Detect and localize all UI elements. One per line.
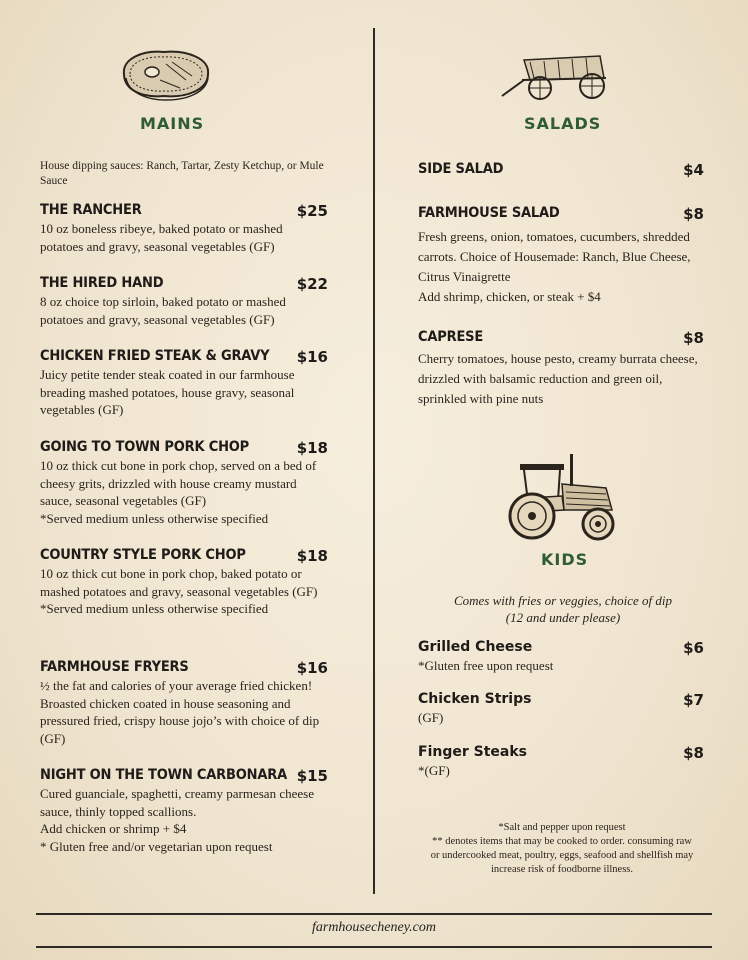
footer-rule-bottom bbox=[36, 946, 712, 948]
menu-item bbox=[40, 348, 328, 419]
item-description: Juicy petite tender steak coated in our farmhouse breading mashed potatoes, house gravy, seasonal vegetables (GF) bbox=[40, 367, 295, 417]
tractor-icon bbox=[502, 450, 624, 542]
item-description: Fresh greens, onion, tomatoes, cucumbers, shredded carrots. Choice of Housemade: Ranch, Blue Cheese, Citrus Vinaigrette bbox=[418, 229, 691, 284]
item-name: THE HIRED HAND bbox=[40, 275, 164, 291]
salads-title: SALADS bbox=[524, 114, 602, 133]
item-name: Chicken Strips bbox=[418, 691, 532, 707]
item-description: (GF) bbox=[418, 710, 444, 725]
menu-item bbox=[418, 639, 704, 675]
item-price: $7 bbox=[683, 691, 704, 709]
item-note: * Gluten free and/or vegetarian upon request bbox=[40, 838, 273, 854]
item-note: Add shrimp, chicken, or steak + $4 bbox=[418, 289, 601, 304]
item-description: Cured guanciale, spaghetti, creamy parmesan cheese sauce, thinly topped scallions. bbox=[40, 786, 314, 819]
item-price: $22 bbox=[296, 275, 328, 293]
disclaimer-line: ** denotes items that may be cooked to order. consuming raw bbox=[432, 836, 692, 847]
menu-item bbox=[40, 202, 328, 255]
menu-item bbox=[40, 275, 328, 328]
item-price: $25 bbox=[296, 202, 328, 220]
mains-title: MAINS bbox=[140, 114, 205, 133]
item-price: $18 bbox=[296, 439, 328, 457]
steak-icon bbox=[116, 44, 216, 104]
menu-item bbox=[418, 329, 704, 409]
item-price: $8 bbox=[683, 205, 704, 223]
item-name: FARMHOUSE SALAD bbox=[418, 205, 560, 221]
item-description: *Gluten free upon request bbox=[418, 658, 554, 673]
kids-note bbox=[418, 592, 708, 626]
item-description: ½ the fat and calories of your average fried chicken! Broasted chicken coated in house seasoning and pressured fried, crispy house jojo’s with choice of dip (GF) bbox=[40, 678, 320, 746]
wagon-icon bbox=[500, 50, 612, 102]
kids-title: KIDS bbox=[541, 550, 589, 569]
menu-item bbox=[418, 161, 704, 177]
footer-website[interactable]: farmhousecheney.com bbox=[311, 920, 437, 935]
item-description: 10 oz thick cut bone in pork chop, baked potato or mashed potatoes and gravy, seasonal vegetables (GF) bbox=[40, 566, 318, 599]
item-name: Grilled Cheese bbox=[418, 639, 533, 655]
item-name: Finger Steaks bbox=[418, 744, 527, 760]
item-price: $4 bbox=[683, 161, 704, 179]
kids-note-line: (12 and under please) bbox=[505, 610, 621, 625]
item-description: *(GF) bbox=[418, 763, 450, 778]
disclaimer-line: or undercooked meat, poultry, eggs, seafood and shellfish may bbox=[430, 850, 694, 861]
menu-item bbox=[418, 205, 704, 307]
item-price: $16 bbox=[296, 659, 328, 677]
item-price: $8 bbox=[683, 744, 704, 762]
menu-item bbox=[40, 659, 328, 747]
menu-item bbox=[418, 691, 704, 727]
item-note: Add chicken or shrimp + $4 bbox=[40, 821, 187, 836]
item-price: $15 bbox=[296, 767, 328, 785]
item-description: 10 oz boneless ribeye, baked potato or mashed potatoes and gravy, seasonal vegetables (GF) bbox=[40, 221, 283, 254]
menu-item bbox=[40, 767, 328, 855]
menu-item bbox=[40, 439, 328, 527]
item-description: 8 oz choice top sirloin, baked potato or mashed potatoes and gravy, seasonal vegetables (GF) bbox=[40, 294, 286, 327]
menu-item bbox=[40, 547, 328, 618]
item-name: CAPRESE bbox=[418, 329, 484, 345]
item-name: CHICKEN FRIED STEAK & GRAVY bbox=[40, 348, 270, 364]
column-divider bbox=[373, 28, 375, 894]
item-note: *Served medium unless otherwise specified bbox=[40, 510, 269, 526]
kids-note-line: Comes with fries or veggies, choice of dip bbox=[453, 593, 673, 608]
disclaimer bbox=[402, 821, 722, 877]
menu-item bbox=[418, 744, 704, 780]
item-price: $18 bbox=[296, 547, 328, 565]
item-price: $8 bbox=[683, 329, 704, 347]
item-description: 10 oz thick cut bone in pork chop, served on a bed of cheesy grits, drizzled with house creamy mustard sauce, seasonal vegetables (GF) bbox=[40, 458, 317, 508]
item-description: Cherry tomatoes, house pesto, creamy burrata cheese, drizzled with balsamic reduction and green oil, sprinkled with pine nuts bbox=[418, 351, 698, 406]
footer-rule-top bbox=[36, 913, 712, 915]
disclaimer-line: increase risk of foodborne illness. bbox=[490, 864, 633, 875]
mains-sauce-note: House dipping sauces: Ranch, Tartar, Zesty Ketchup, or Mule Sauce bbox=[40, 160, 324, 187]
item-price: $16 bbox=[296, 348, 328, 366]
item-name: SIDE SALAD bbox=[418, 161, 504, 177]
item-name: NIGHT ON THE TOWN CARBONARA bbox=[40, 767, 287, 783]
item-name: GOING TO TOWN PORK CHOP bbox=[40, 439, 250, 455]
item-note: *Served medium unless otherwise specified bbox=[40, 601, 269, 616]
item-name: THE RANCHER bbox=[40, 202, 142, 218]
item-price: $6 bbox=[683, 639, 704, 657]
item-name: COUNTRY STYLE PORK CHOP bbox=[40, 547, 246, 563]
disclaimer-line: *Salt and pepper upon request bbox=[498, 822, 626, 833]
item-name: FARMHOUSE FRYERS bbox=[40, 659, 189, 675]
